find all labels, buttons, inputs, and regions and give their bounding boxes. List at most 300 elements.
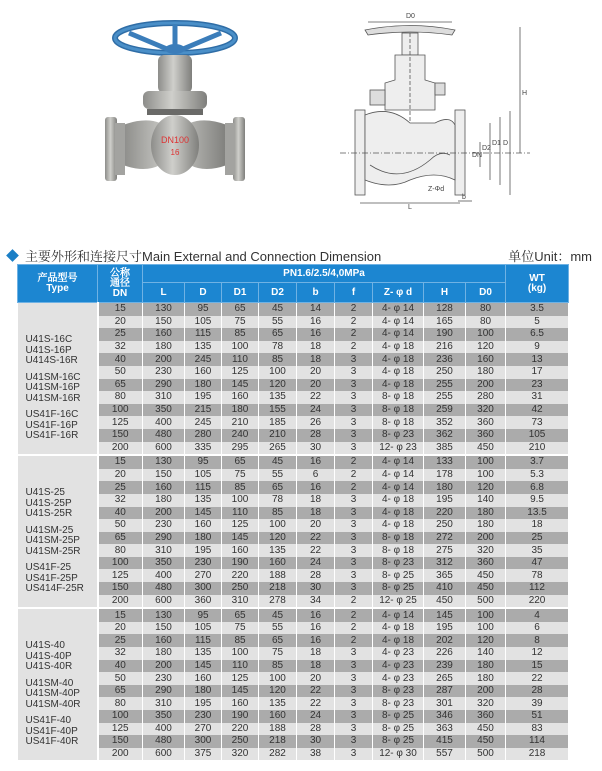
cell-b: 22 bbox=[297, 544, 335, 557]
cell-d: 300 bbox=[185, 735, 222, 748]
cell-f: 2 bbox=[335, 481, 373, 494]
cell-wt: 114 bbox=[506, 735, 569, 748]
cell-h: 165 bbox=[424, 316, 466, 329]
cell-dn: 125 bbox=[98, 723, 143, 736]
cell-d0: 200 bbox=[466, 532, 506, 545]
table-row bbox=[18, 748, 569, 761]
cell-h: 287 bbox=[424, 685, 466, 698]
type-subgroup bbox=[26, 410, 97, 442]
type-subgroup bbox=[26, 373, 97, 405]
cell-b: 22 bbox=[297, 697, 335, 710]
cell-f: 3 bbox=[335, 494, 373, 507]
cell-h: 362 bbox=[424, 429, 466, 442]
cell-dn: 50 bbox=[98, 366, 143, 379]
cell-f: 2 bbox=[335, 328, 373, 341]
cell-l: 230 bbox=[143, 366, 185, 379]
photo-marking-pn: 16 bbox=[170, 148, 180, 157]
cell-h: 226 bbox=[424, 647, 466, 660]
cell-f: 3 bbox=[335, 660, 373, 673]
cell-d0: 100 bbox=[466, 469, 506, 482]
cell-d1: 240 bbox=[222, 429, 259, 442]
cell-wt: 5.3 bbox=[506, 469, 569, 482]
cell-h: 415 bbox=[424, 735, 466, 748]
cell-d0: 500 bbox=[466, 748, 506, 761]
cell-h: 250 bbox=[424, 366, 466, 379]
cell-f: 3 bbox=[335, 647, 373, 660]
cell-d: 135 bbox=[185, 341, 222, 354]
cell-f: 3 bbox=[335, 748, 373, 761]
cell-d0: 180 bbox=[466, 507, 506, 520]
cell-d1: 220 bbox=[222, 569, 259, 582]
cell-d0: 120 bbox=[466, 341, 506, 354]
cell-z-phi-d: 4- φ 14 bbox=[373, 455, 424, 469]
cell-wt: 23 bbox=[506, 379, 569, 392]
cell-d0: 80 bbox=[466, 303, 506, 316]
cell-b: 16 bbox=[297, 622, 335, 635]
type-cell bbox=[18, 608, 98, 760]
cell-f: 3 bbox=[335, 416, 373, 429]
cell-z-phi-d: 4- φ 18 bbox=[373, 634, 424, 647]
cell-b: 30 bbox=[297, 442, 335, 456]
type-model: U41S-40 bbox=[25, 640, 65, 652]
cell-wt: 13 bbox=[506, 353, 569, 366]
cell-d: 105 bbox=[185, 316, 222, 329]
cell-d: 270 bbox=[185, 723, 222, 736]
cell-f: 3 bbox=[335, 532, 373, 545]
cell-d0: 100 bbox=[466, 622, 506, 635]
cell-b: 18 bbox=[297, 647, 335, 660]
cell-d2: 160 bbox=[259, 557, 297, 570]
cell-d: 135 bbox=[185, 494, 222, 507]
cell-h: 239 bbox=[424, 660, 466, 673]
cell-d0: 180 bbox=[466, 672, 506, 685]
cell-b: 30 bbox=[297, 582, 335, 595]
cell-b: 28 bbox=[297, 569, 335, 582]
cell-wt: 47 bbox=[506, 557, 569, 570]
cell-wt: 4 bbox=[506, 608, 569, 622]
cell-d2: 45 bbox=[259, 608, 297, 622]
unit-label: 单位Unit：mm bbox=[508, 249, 592, 264]
cell-d1: 125 bbox=[222, 672, 259, 685]
cell-f: 2 bbox=[335, 455, 373, 469]
type-model: U41S-25P bbox=[25, 497, 72, 509]
table-row bbox=[18, 608, 569, 622]
cell-d: 135 bbox=[185, 647, 222, 660]
type-subgroup bbox=[26, 641, 97, 673]
type-subgroup bbox=[26, 716, 97, 748]
cell-l: 480 bbox=[143, 582, 185, 595]
cell-d0: 120 bbox=[466, 634, 506, 647]
cell-h: 250 bbox=[424, 519, 466, 532]
cell-d0: 450 bbox=[466, 442, 506, 456]
table-row bbox=[18, 544, 569, 557]
cell-l: 400 bbox=[143, 416, 185, 429]
type-subgroup bbox=[26, 488, 97, 520]
cell-d2: 135 bbox=[259, 697, 297, 710]
header-dn-cn2: 通径 bbox=[110, 277, 130, 289]
cell-d1: 125 bbox=[222, 366, 259, 379]
cell-d2: 78 bbox=[259, 494, 297, 507]
valve-product-photo bbox=[95, 5, 255, 205]
header-pressure: PN1.6/2.5/4,0MPa bbox=[143, 265, 506, 283]
table-row bbox=[18, 685, 569, 698]
cell-d0: 360 bbox=[466, 416, 506, 429]
type-model: U41S-25R bbox=[25, 508, 73, 520]
cell-wt: 22 bbox=[506, 672, 569, 685]
cell-b: 16 bbox=[297, 608, 335, 622]
cell-wt: 18 bbox=[506, 519, 569, 532]
table-row bbox=[18, 647, 569, 660]
cell-b: 38 bbox=[297, 748, 335, 761]
cell-f: 3 bbox=[335, 735, 373, 748]
cell-z-phi-d: 4- φ 18 bbox=[373, 379, 424, 392]
cell-z-phi-d: 8- φ 18 bbox=[373, 416, 424, 429]
cell-d2: 65 bbox=[259, 634, 297, 647]
cell-d1: 295 bbox=[222, 442, 259, 456]
cell-z-phi-d: 8- φ 18 bbox=[373, 532, 424, 545]
cell-wt: 9.5 bbox=[506, 494, 569, 507]
table-row bbox=[18, 416, 569, 429]
table-row bbox=[18, 303, 569, 316]
cell-wt: 5 bbox=[506, 316, 569, 329]
cell-d: 115 bbox=[185, 328, 222, 341]
cell-h: 557 bbox=[424, 748, 466, 761]
type-model: U41S-16C bbox=[25, 334, 73, 345]
cell-l: 600 bbox=[143, 442, 185, 456]
cell-d1: 65 bbox=[222, 303, 259, 316]
cell-dn: 100 bbox=[98, 404, 143, 417]
cell-wt: 8 bbox=[506, 634, 569, 647]
cell-d: 160 bbox=[185, 672, 222, 685]
cell-d1: 160 bbox=[222, 391, 259, 404]
cell-d0: 100 bbox=[466, 328, 506, 341]
cell-d: 145 bbox=[185, 507, 222, 520]
cell-wt: 112 bbox=[506, 582, 569, 595]
cell-d0: 360 bbox=[466, 429, 506, 442]
section-title-text: 主要外形和连接尺寸Main External and Connection Dimension bbox=[25, 249, 382, 264]
cell-d1: 65 bbox=[222, 455, 259, 469]
cell-l: 150 bbox=[143, 469, 185, 482]
cell-z-phi-d: 4- φ 14 bbox=[373, 481, 424, 494]
cell-wt: 105 bbox=[506, 429, 569, 442]
cell-z-phi-d: 4- φ 14 bbox=[373, 303, 424, 316]
cell-dn: 65 bbox=[98, 532, 143, 545]
cell-h: 272 bbox=[424, 532, 466, 545]
type-model: US41F-40R bbox=[25, 736, 79, 748]
cell-d2: 185 bbox=[259, 416, 297, 429]
cell-h: 450 bbox=[424, 595, 466, 609]
cell-dn: 20 bbox=[98, 622, 143, 635]
cell-l: 200 bbox=[143, 353, 185, 366]
table-row bbox=[18, 316, 569, 329]
cell-wt: 31 bbox=[506, 391, 569, 404]
cell-l: 600 bbox=[143, 595, 185, 609]
cell-d2: 218 bbox=[259, 735, 297, 748]
cell-d1: 180 bbox=[222, 404, 259, 417]
table-row bbox=[18, 328, 569, 341]
cell-wt: 13.5 bbox=[506, 507, 569, 520]
table-row bbox=[18, 353, 569, 366]
type-model: U41S-40P bbox=[25, 650, 72, 662]
cell-d2: 188 bbox=[259, 723, 297, 736]
cell-d: 215 bbox=[185, 404, 222, 417]
section-title bbox=[6, 246, 381, 265]
cell-h: 410 bbox=[424, 582, 466, 595]
cell-h: 255 bbox=[424, 379, 466, 392]
drawing-label-h: H bbox=[522, 90, 528, 97]
cell-d0: 500 bbox=[466, 595, 506, 609]
header-col-h: H bbox=[424, 283, 466, 303]
type-model: U41SM-25R bbox=[25, 545, 81, 557]
cell-dn: 65 bbox=[98, 685, 143, 698]
cell-f: 3 bbox=[335, 404, 373, 417]
cell-d: 95 bbox=[185, 303, 222, 316]
cell-d: 105 bbox=[185, 469, 222, 482]
cell-d2: 100 bbox=[259, 519, 297, 532]
cell-h: 145 bbox=[424, 608, 466, 622]
cell-wt: 17 bbox=[506, 366, 569, 379]
table-row bbox=[18, 582, 569, 595]
cell-d0: 320 bbox=[466, 404, 506, 417]
cell-wt: 73 bbox=[506, 416, 569, 429]
cell-wt: 3.7 bbox=[506, 455, 569, 469]
cell-d2: 100 bbox=[259, 366, 297, 379]
cell-l: 230 bbox=[143, 519, 185, 532]
cell-d0: 100 bbox=[466, 455, 506, 469]
cell-z-phi-d: 4- φ 18 bbox=[373, 494, 424, 507]
cell-d0: 450 bbox=[466, 569, 506, 582]
cell-d1: 110 bbox=[222, 353, 259, 366]
cell-f: 3 bbox=[335, 544, 373, 557]
cell-d0: 360 bbox=[466, 557, 506, 570]
drawing-label-dn: DN bbox=[472, 152, 483, 159]
cell-d: 300 bbox=[185, 582, 222, 595]
cell-l: 350 bbox=[143, 404, 185, 417]
table-row bbox=[18, 622, 569, 635]
type-model: U41S-40R bbox=[25, 661, 73, 673]
cell-d2: 120 bbox=[259, 685, 297, 698]
cell-h: 236 bbox=[424, 353, 466, 366]
cell-d1: 160 bbox=[222, 697, 259, 710]
cell-d2: 210 bbox=[259, 429, 297, 442]
cell-l: 130 bbox=[143, 303, 185, 316]
cell-d: 160 bbox=[185, 366, 222, 379]
cell-h: 195 bbox=[424, 494, 466, 507]
header-dn bbox=[98, 265, 143, 303]
cell-d1: 85 bbox=[222, 328, 259, 341]
cell-b: 16 bbox=[297, 634, 335, 647]
cell-d: 375 bbox=[185, 748, 222, 761]
header-col-l: L bbox=[143, 283, 185, 303]
table-row bbox=[18, 697, 569, 710]
cell-wt: 3.5 bbox=[506, 303, 569, 316]
cell-d1: 190 bbox=[222, 710, 259, 723]
cell-d: 335 bbox=[185, 442, 222, 456]
cell-z-phi-d: 8- φ 25 bbox=[373, 569, 424, 582]
cell-h: 190 bbox=[424, 328, 466, 341]
table-row bbox=[18, 366, 569, 379]
cell-d0: 180 bbox=[466, 519, 506, 532]
header-dn-en: DN bbox=[112, 287, 128, 299]
cell-l: 400 bbox=[143, 569, 185, 582]
cell-d0: 200 bbox=[466, 685, 506, 698]
type-model: U41SM-16P bbox=[25, 382, 80, 393]
cell-wt: 210 bbox=[506, 442, 569, 456]
table-row bbox=[18, 469, 569, 482]
cell-wt: 12 bbox=[506, 647, 569, 660]
cell-z-phi-d: 8- φ 25 bbox=[373, 710, 424, 723]
cell-wt: 6 bbox=[506, 622, 569, 635]
cell-b: 18 bbox=[297, 660, 335, 673]
table-row bbox=[18, 532, 569, 545]
cell-l: 200 bbox=[143, 660, 185, 673]
cell-dn: 32 bbox=[98, 647, 143, 660]
cell-l: 480 bbox=[143, 735, 185, 748]
cell-f: 3 bbox=[335, 353, 373, 366]
cell-d: 245 bbox=[185, 416, 222, 429]
drawing-label-b: b bbox=[462, 194, 466, 201]
type-model: U41SM-40R bbox=[25, 698, 81, 710]
header-wt bbox=[506, 265, 569, 303]
cell-z-phi-d: 8- φ 18 bbox=[373, 404, 424, 417]
cell-h: 128 bbox=[424, 303, 466, 316]
table-row bbox=[18, 710, 569, 723]
cell-z-phi-d: 8- φ 25 bbox=[373, 735, 424, 748]
cell-d2: 265 bbox=[259, 442, 297, 456]
cell-l: 180 bbox=[143, 494, 185, 507]
cell-dn: 15 bbox=[98, 608, 143, 622]
cell-d: 270 bbox=[185, 569, 222, 582]
cell-d2: 55 bbox=[259, 316, 297, 329]
cell-wt: 9 bbox=[506, 341, 569, 354]
cell-z-phi-d: 8- φ 23 bbox=[373, 429, 424, 442]
cell-dn: 200 bbox=[98, 595, 143, 609]
cell-d: 245 bbox=[185, 353, 222, 366]
cell-d0: 320 bbox=[466, 544, 506, 557]
cell-l: 310 bbox=[143, 697, 185, 710]
drawing-label-z-phi-d: Z-Φd bbox=[428, 186, 445, 193]
cell-dn: 100 bbox=[98, 557, 143, 570]
type-model: U41SM-16R bbox=[25, 392, 81, 404]
cell-d2: 55 bbox=[259, 469, 297, 482]
cell-h: 178 bbox=[424, 469, 466, 482]
cell-f: 2 bbox=[335, 341, 373, 354]
dimension-table bbox=[17, 264, 569, 760]
cell-dn: 80 bbox=[98, 544, 143, 557]
cell-d1: 160 bbox=[222, 544, 259, 557]
cell-d1: 75 bbox=[222, 469, 259, 482]
cell-z-phi-d: 8- φ 23 bbox=[373, 697, 424, 710]
cell-d2: 45 bbox=[259, 303, 297, 316]
cell-wt: 28 bbox=[506, 685, 569, 698]
cell-d1: 250 bbox=[222, 582, 259, 595]
cell-z-phi-d: 8- φ 25 bbox=[373, 582, 424, 595]
type-model: U414S-16R bbox=[25, 355, 78, 366]
cell-f: 2 bbox=[335, 622, 373, 635]
cell-d2: 135 bbox=[259, 391, 297, 404]
cell-dn: 40 bbox=[98, 507, 143, 520]
table-row bbox=[18, 519, 569, 532]
header-type-cn: 产品型号 bbox=[37, 272, 78, 284]
cell-dn: 50 bbox=[98, 519, 143, 532]
cell-f: 3 bbox=[335, 507, 373, 520]
cell-z-phi-d: 12- φ 30 bbox=[373, 748, 424, 761]
cell-dn: 200 bbox=[98, 442, 143, 456]
cell-d: 160 bbox=[185, 519, 222, 532]
cell-d: 195 bbox=[185, 697, 222, 710]
type-model: U41S-25 bbox=[25, 487, 65, 499]
cell-d0: 80 bbox=[466, 316, 506, 329]
cell-d1: 100 bbox=[222, 341, 259, 354]
cell-d1: 220 bbox=[222, 723, 259, 736]
cell-l: 290 bbox=[143, 685, 185, 698]
cell-b: 6 bbox=[297, 469, 335, 482]
cell-d1: 190 bbox=[222, 557, 259, 570]
cell-d: 95 bbox=[185, 608, 222, 622]
cell-f: 3 bbox=[335, 710, 373, 723]
cell-f: 3 bbox=[335, 442, 373, 456]
cell-wt: 83 bbox=[506, 723, 569, 736]
cell-d2: 278 bbox=[259, 595, 297, 609]
header-wt-label: WT bbox=[529, 272, 545, 284]
cell-b: 30 bbox=[297, 735, 335, 748]
cell-h: 385 bbox=[424, 442, 466, 456]
cell-h: 195 bbox=[424, 622, 466, 635]
cell-b: 22 bbox=[297, 391, 335, 404]
table-row bbox=[18, 507, 569, 520]
cell-b: 16 bbox=[297, 328, 335, 341]
cell-f: 3 bbox=[335, 379, 373, 392]
cell-b: 20 bbox=[297, 519, 335, 532]
cell-wt: 39 bbox=[506, 697, 569, 710]
cell-d0: 360 bbox=[466, 710, 506, 723]
cell-wt: 6.5 bbox=[506, 328, 569, 341]
cell-z-phi-d: 4- φ 18 bbox=[373, 366, 424, 379]
cell-d: 95 bbox=[185, 455, 222, 469]
cell-wt: 6.8 bbox=[506, 481, 569, 494]
type-model: US41F-25 bbox=[25, 562, 72, 574]
cell-d: 105 bbox=[185, 622, 222, 635]
cell-l: 160 bbox=[143, 328, 185, 341]
cell-d2: 160 bbox=[259, 710, 297, 723]
cell-d2: 78 bbox=[259, 341, 297, 354]
header-col-f: f bbox=[335, 283, 373, 303]
cell-d1: 85 bbox=[222, 634, 259, 647]
cell-h: 133 bbox=[424, 455, 466, 469]
table-row bbox=[18, 481, 569, 494]
cell-d2: 188 bbox=[259, 569, 297, 582]
cell-h: 352 bbox=[424, 416, 466, 429]
header-col-d: D bbox=[185, 283, 222, 303]
cell-z-phi-d: 12- φ 23 bbox=[373, 442, 424, 456]
header-col-z-phi-d: Z- φ d bbox=[373, 283, 424, 303]
cell-wt: 78 bbox=[506, 569, 569, 582]
table-row bbox=[18, 404, 569, 417]
cell-d1: 320 bbox=[222, 748, 259, 761]
cell-l: 400 bbox=[143, 723, 185, 736]
cell-d0: 200 bbox=[466, 379, 506, 392]
cell-b: 16 bbox=[297, 316, 335, 329]
cell-dn: 20 bbox=[98, 316, 143, 329]
cell-dn: 80 bbox=[98, 391, 143, 404]
cell-d: 195 bbox=[185, 391, 222, 404]
cell-d1: 110 bbox=[222, 660, 259, 673]
type-model: US41F-16R bbox=[25, 430, 79, 441]
table-row bbox=[18, 660, 569, 673]
type-cell bbox=[18, 303, 98, 456]
cell-d2: 100 bbox=[259, 672, 297, 685]
cell-d0: 120 bbox=[466, 481, 506, 494]
